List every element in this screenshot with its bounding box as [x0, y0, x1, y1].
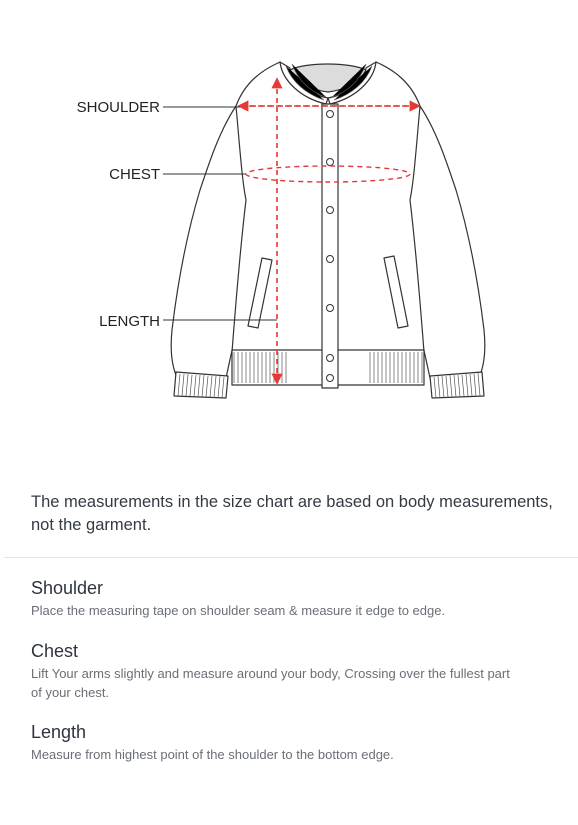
- section-length: [31, 721, 531, 764]
- section-desc-chest: Lift Your arms slightly and measure around your body, Crossing over the fullest part of your chest.: [31, 666, 510, 700]
- intro-note: The measurements in the size chart are based on body measurements, not the garment.: [31, 493, 553, 534]
- label-length: LENGTH: [99, 313, 160, 330]
- label-shoulder: SHOULDER: [76, 99, 160, 116]
- section-desc-shoulder: Place the measuring tape on shoulder seam & measure it edge to edge.: [31, 603, 446, 618]
- label-chest: CHEST: [109, 166, 160, 183]
- section-title-length: Length: [31, 722, 87, 742]
- placket: [322, 104, 338, 388]
- section-desc-length: Measure from highest point of the shoulder to the bottom edge.: [31, 747, 394, 762]
- section-chest: [31, 640, 511, 702]
- section-divider: [4, 557, 578, 558]
- section-shoulder: [31, 577, 531, 620]
- section-title-shoulder: Shoulder: [31, 578, 104, 598]
- section-title-chest: Chest: [31, 641, 79, 661]
